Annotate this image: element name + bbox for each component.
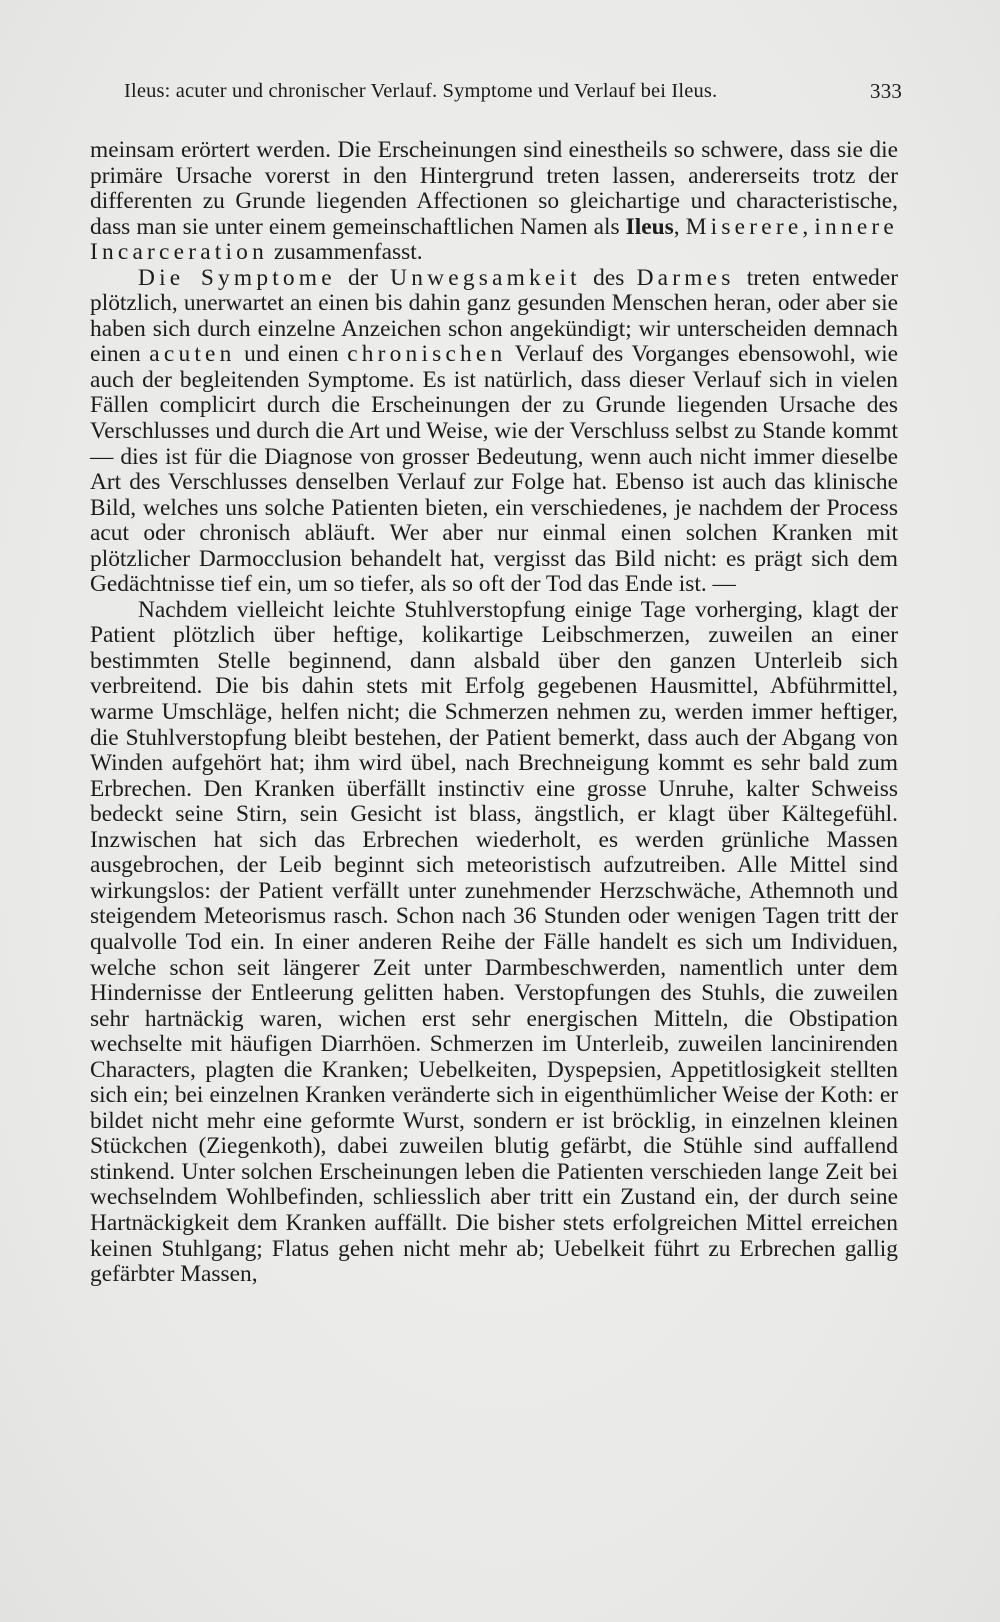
text-run: der (335, 264, 391, 291)
spaced-term-innere-incarceration: innere Incarceration (90, 213, 898, 266)
page-number: 333 (870, 79, 902, 103)
paragraph-continuation (90, 138, 898, 266)
spaced-term-chronischen: chronischen (347, 341, 507, 368)
text-run: , (802, 213, 815, 240)
spaced-term-miserere: Miserere (685, 213, 803, 240)
spaced-term-darmes: Darmes (636, 264, 735, 291)
text-run: zusammenfasst. (267, 239, 423, 266)
text-run: und einen (235, 341, 348, 368)
text-run: des (580, 264, 637, 291)
bold-term-ileus: Ileus (625, 213, 674, 240)
spaced-term-acuten: acuten (149, 341, 236, 368)
text-run: Verlauf des Vorganges ebensowohl, wie auch der begleitenden Symptome. Es ist natürlich, dass dieser Verlauf sich in vielen Fällen complicirt durch die Erscheinungen der zu Grunde liegenden Ursache des Verschlusses und durch die Art und Weise, wie der Verschluss selbst zu Stande kommt — dies ist für die Diagnose von grosser Bedeutung, wenn auch nicht immer dieselbe Art des Verschlusses denselben Verlauf zur Folge hat. Ebenso ist auch das klinische Bild, welches uns solche Patienten bieten, ein verschiedenes, je nachdem der Process acut oder chronisch abläuft. Wer aber nur einmal einen solchen Kranken mit plötzlicher Darmocclusion behandelt hat, vergisst das Bild nicht: es prägt sich dem Gedächtnisse tief ein, um so tiefer, als so oft der Tod das Ende ist. — (90, 341, 899, 598)
paragraph-clinical-picture: Nachdem vielleicht leichte Stuhlverstopfung einige Tage vorherging, klagt der Patient plötzlich über heftige, kolikartige Leibschmerzen, zuweilen an einer bestimmten Stelle beginnend, dann alsbald über den ganzen Unterleib sich verbreitend. Die bis dahin stets mit Erfolg gegebenen Hausmittel, Abführmittel, warme Umschläge, helfen nicht; die Schmerzen nehmen zu, werden immer heftiger, die Stuhlverstopfung bleibt bestehen, der Patient bemerkt, dass auch der Abgang von Winden aufgehört hat; ihm wird übel, nach Brechneigung kommt es sehr bald zum Erbrechen. Den Kranken überfällt instinctiv eine grosse Unruhe, kalter Schweiss bedeckt seine Stirn, sein Gesicht ist blass, ängstlich, er klagt über Kältegefühl. Inzwischen hat sich das Erbrechen wiederholt, es werden grünliche Massen ausgebrochen, der Leib beginnt sich meteoristisch aufzutreiben. Alle Mittel sind wirkungslos: der Patient verfällt unter zunehmender Herzschwäche, Athemnoth und steigendem Meteorismus rasch. Schon nach 36 Stunden oder wenigen Tagen tritt der qualvolle Tod ein. In einer anderen Reihe der Fälle handelt es sich um Individuen, welche schon seit längerer Zeit unter Darmbeschwerden, namentlich unter dem Hindernisse der Entleerung gelitten haben. Verstopfungen des Stuhls, die zuweilen sehr hartnäckig waren, wichen erst sehr energischen Mitteln, die Obstipation wechselte mit häufigen Diarrhöen. Schmerzen im Unterleib, zuweilen lancinirenden Characters, plagten die Kranken; Uebelkeiten, Dyspepsien, Appetitlosigkeit stellten sich ein; bei einzelnen Kranken veränderte sich in eigenthümlicher Weise der Koth: er bildet nicht mehr eine geformte Wurst, sondern er ist bröcklig, in einzelnen kleinen Stückchen (Ziegenkoth), dabei zuweilen blutig gefärbt, die Stühle sind auffallend stinkend. Unter solchen Erscheinungen leben die Patienten verschieden lange Zeit bei wechselndem Wohlbefinden, schliesslich aber tritt ein Zustand ein, der durch seine Hartnäckigkeit dem Kranken auffällt. Die bisher stets erfolgreichen Mittel erreichen keinen Stuhlgang; Flatus gehen nicht mehr ab; Uebelkeit führt zu Erbrechen gallig gefärbter Massen, (90, 596, 898, 1288)
paragraph-symptoms (90, 266, 898, 598)
running-title: Ileus: acuter und chronischer Verlauf. Symptome und Verlauf bei Ileus. (124, 80, 718, 102)
body-text (90, 138, 898, 1288)
text-run: , (673, 213, 686, 240)
spaced-term-unwegsamkeit: Unwegsamkeit (390, 264, 581, 291)
spaced-term-symptome: Die Symptome (138, 264, 336, 291)
running-head (124, 76, 902, 106)
text-run: meinsam erörtert werden. Die Erscheinungen sind einestheils so schwere, dass sie die primäre Ursache vorerst in den Hintergrund treten lassen, andererseits trotz der differenten zu Grunde liegenden Affectionen so gleichartige und characteristische, dass man sie unter einem gemeinschaftlichen Namen als (90, 137, 898, 240)
text-run: treten entweder plötzlich, unerwartet an einen bis dahin ganz gesunden Menschen heran, oder aber sie haben sich durch einzelne Anzeichen schon angekündigt; wir unterscheiden demnach einen (90, 264, 898, 368)
